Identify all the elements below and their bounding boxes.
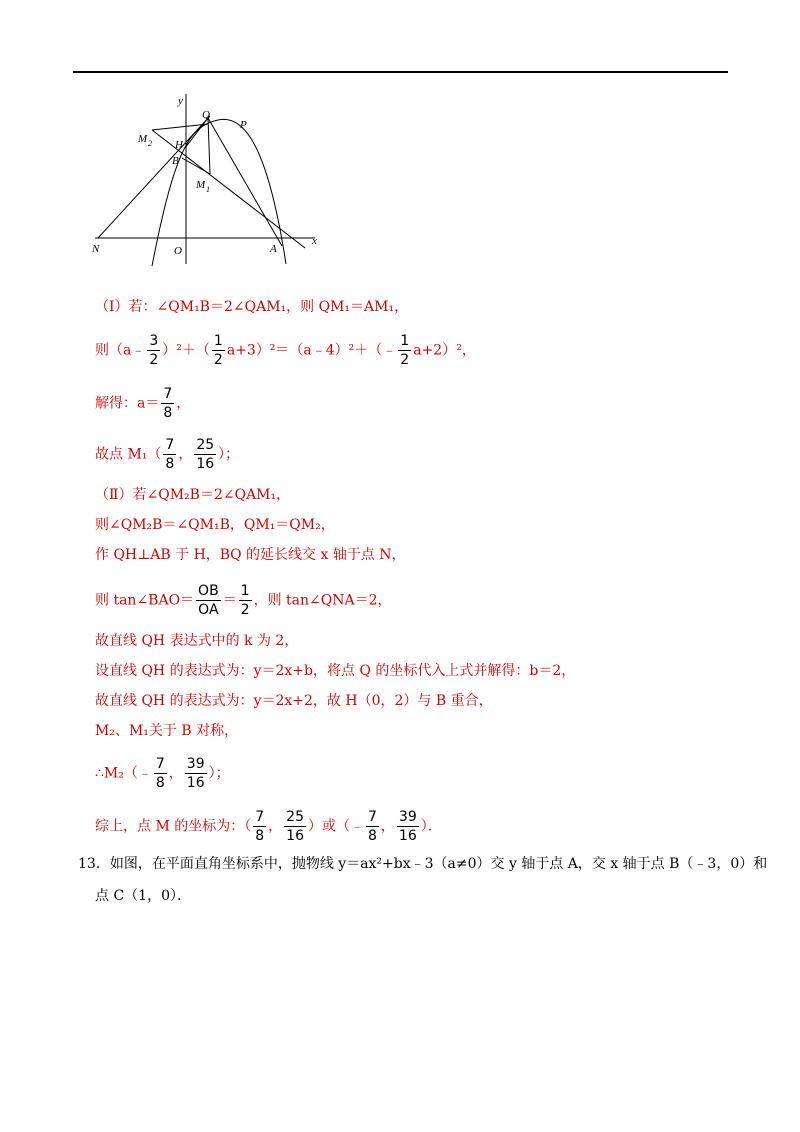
label-h: H bbox=[175, 139, 183, 151]
label-a: A bbox=[270, 243, 277, 255]
solution-line-12: M₂、M₁关于 B 对称， bbox=[95, 723, 239, 739]
fraction: $\frac{1}{2}$ bbox=[240, 583, 250, 618]
solution-line-9: 故直线 QH 表达式中的 k 为 2， bbox=[95, 633, 299, 649]
problem-13-line-2: 点 C（1，0）． bbox=[95, 888, 191, 904]
fraction: $\frac{3}{2}$ bbox=[149, 333, 159, 368]
label-p: P bbox=[240, 119, 247, 131]
fraction: $\frac{7}{8}$ bbox=[255, 809, 265, 844]
label-b: B bbox=[172, 155, 179, 167]
header-rule bbox=[73, 71, 728, 73]
fraction: $\frac{1}{2}$ bbox=[213, 333, 223, 368]
line-qh bbox=[185, 118, 208, 148]
label-m1: M bbox=[196, 179, 206, 191]
fraction: $\frac{7}{8}$ bbox=[165, 437, 175, 472]
solution-line-4: 故点 M₁（ $\frac{7}{8}$ ， $\frac{25}{16}$ ）； bbox=[95, 437, 240, 472]
solution-line-1: （Ⅰ）若：∠QM₁B＝2∠QAM₁，则 QM₁＝AM₁， bbox=[95, 299, 409, 315]
fraction: $\frac{7}{8}$ bbox=[368, 809, 377, 844]
label-m2-sub: 2 bbox=[148, 139, 152, 148]
problem-13-line-1: 13．如图，在平面直角坐标系中，抛物线 y＝ax²+bx﹣3（a≠0）交 y 轴于点 A，交 x 轴于点 B（﹣3，0）和 bbox=[78, 856, 768, 872]
label-y: y bbox=[178, 95, 183, 107]
solution-line-10: 设直线 QH 的表达式为：y＝2x+b，将点 Q 的坐标代入上式并解得：b＝2， bbox=[95, 663, 576, 679]
fraction: $\frac{39}{16}$ bbox=[398, 809, 417, 844]
solution-line-13: ∴M₂（﹣ $\frac{7}{8}$ ， $\frac{39}{16}$ ）； bbox=[95, 756, 230, 791]
fraction: $\frac{25}{16}$ bbox=[286, 809, 304, 844]
solution-line-6: 则∠QM₂B＝∠QM₁B，QM₁＝QM₂， bbox=[95, 517, 335, 533]
label-q: Q bbox=[202, 109, 210, 121]
fraction: $\frac{7}{8}$ bbox=[155, 756, 165, 791]
fraction: $\frac{7}{8}$ bbox=[163, 386, 173, 421]
label-n: N bbox=[92, 243, 100, 255]
solution-line-11: 故直线 QH 的表达式为：y＝2x+2，故 H（0，2）与 B 重合， bbox=[95, 693, 493, 709]
line-qm1 bbox=[208, 118, 210, 174]
fraction: $\frac{39}{16}$ bbox=[186, 756, 205, 791]
solution-line-5: （Ⅱ）若∠QM₂B＝2∠QAM₁， bbox=[95, 487, 291, 503]
parabola bbox=[152, 119, 286, 266]
label-o: O bbox=[174, 245, 182, 257]
label-x: x bbox=[312, 235, 317, 247]
solution-line-7: 作 QH⊥AB 于 H，BQ 的延长线交 x 轴于点 N， bbox=[95, 547, 406, 563]
fraction: $\frac{1}{2}$ bbox=[400, 333, 410, 368]
solution-line-8: 则 tan∠BAO＝ $\frac{OB}{OA}$ ＝ $\frac{1}{2}$ ，则 tan∠QNA＝2， bbox=[95, 583, 392, 618]
solution-line-14: 综上，点 M 的坐标为：（ $\frac{7}{8}$ ， $\frac{25}{16}$ ）或（﹣ $\frac{7}{8}$ ， $\frac{39}{16}$ ）． bbox=[95, 809, 442, 844]
fraction: $\frac{25}{16}$ bbox=[196, 437, 215, 472]
line-nq bbox=[98, 116, 210, 238]
label-m1-sub: 1 bbox=[206, 185, 210, 194]
geometry-figure bbox=[90, 88, 330, 268]
solution-line-3: 解得：a＝ $\frac{7}{8}$ ， bbox=[95, 386, 191, 421]
fraction: $\frac{OB}{OA}$ bbox=[198, 583, 219, 618]
label-m2: M bbox=[138, 133, 148, 145]
solution-line-2: 则（a﹣ $\frac{3}{2}$ ）²＋（ $\frac{1}{2}$ a+3）²＝（a﹣4）²＋（﹣ $\frac{1}{2}$ a+2）²， bbox=[95, 333, 476, 368]
